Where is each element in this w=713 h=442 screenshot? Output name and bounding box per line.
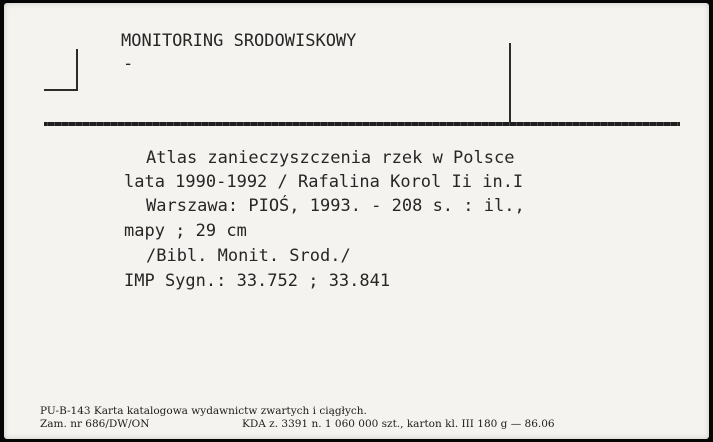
entry-line-years-author: lata 1990-1992 / Rafalina Korol Ii in.I <box>124 172 524 192</box>
footer-order-number: Zam. nr 686/DW/ON <box>40 418 150 430</box>
entry-line-title: Atlas zanieczyszczenia rzek w Polsce <box>146 148 515 168</box>
subject-heading-dash: - <box>123 54 134 74</box>
footer-print-info: KDA z. 3391 n. 1 060 000 szt., karton kl. III 180 g — 86.06 <box>242 418 555 430</box>
entry-line-publisher: Warszawa: PIOŚ, 1993. - 208 s. : il., <box>146 196 525 216</box>
corner-mark-horizontal <box>44 89 78 91</box>
footer-form-name: PU-B-143 Karta katalogowa wydawnictw zwartych i ciągłych. <box>40 405 367 417</box>
horizontal-rule <box>44 122 680 126</box>
catalog-card <box>4 3 709 439</box>
entry-line-signature: IMP Sygn.: 33.752 ; 33.841 <box>124 271 391 291</box>
entry-line-library: /Bibl. Monit. Srod./ <box>146 246 351 266</box>
vertical-divider <box>509 43 511 125</box>
corner-mark-vertical <box>76 49 78 91</box>
entry-line-format: mapy ; 29 cm <box>124 221 247 241</box>
subject-heading: MONITORING SRODOWISKOWY <box>121 31 357 51</box>
